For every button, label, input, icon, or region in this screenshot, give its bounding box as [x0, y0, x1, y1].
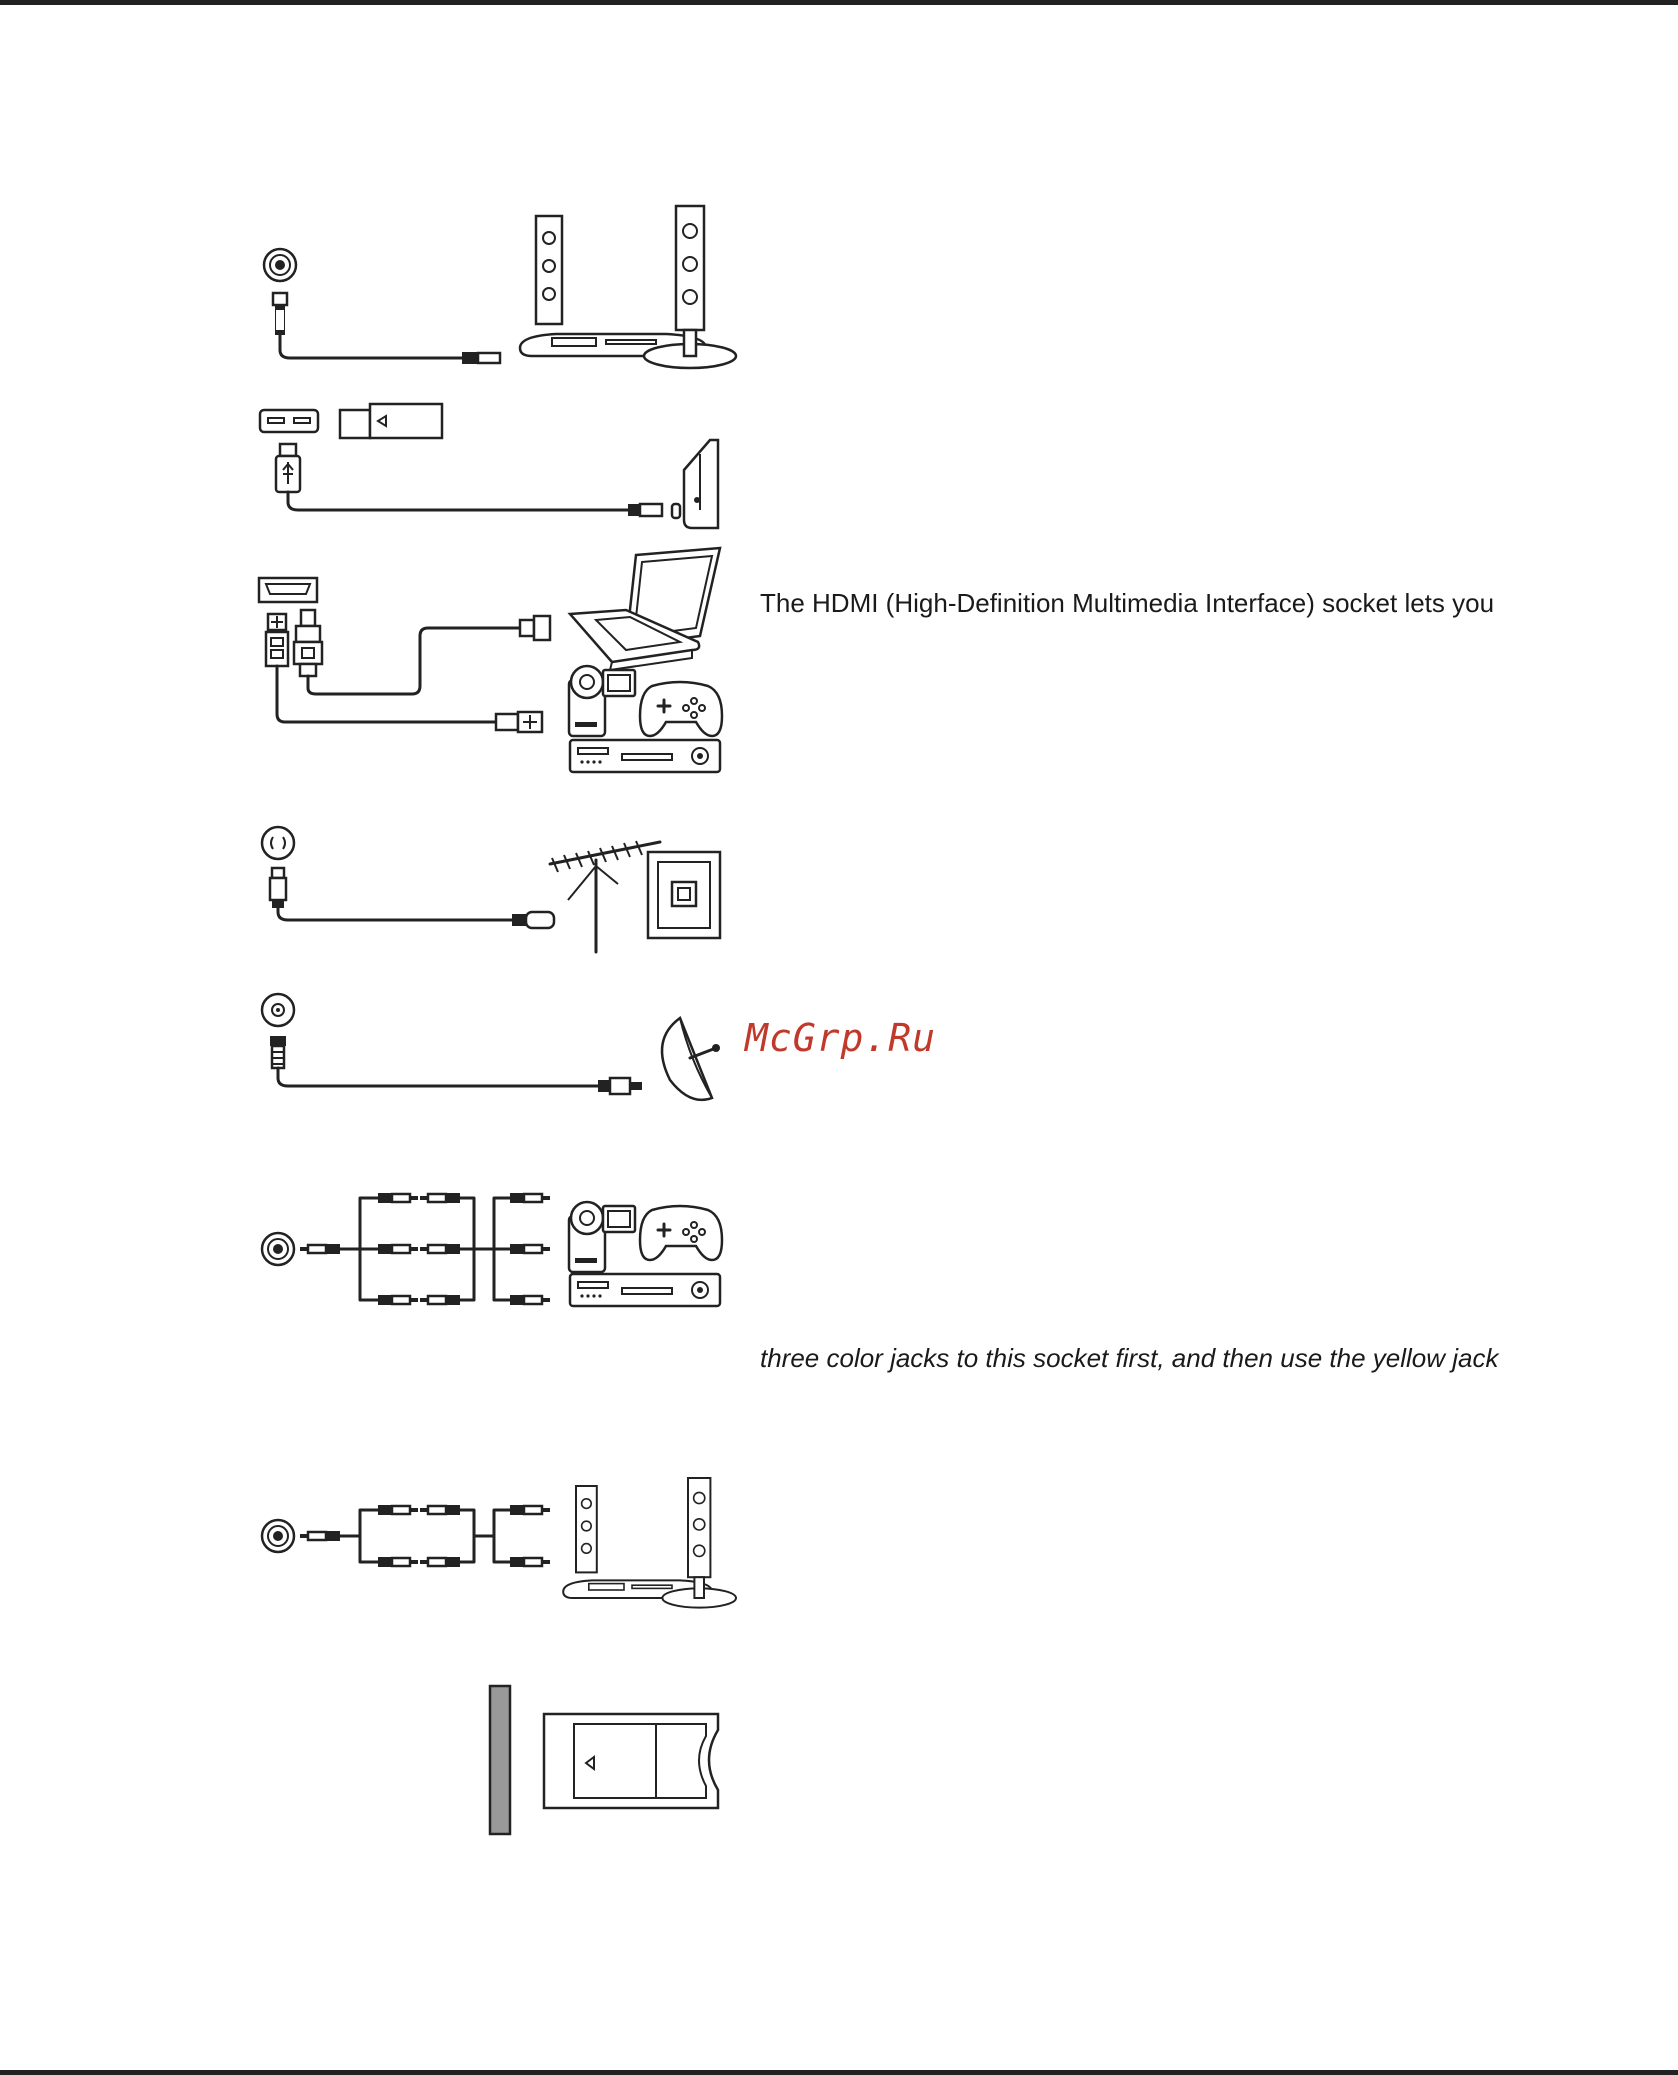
camcorder-icon: [569, 1202, 635, 1272]
av-description-text: three color jacks to this socket first, and then use the yellow jack: [760, 1343, 1499, 1373]
audio-out-connection: [262, 1478, 736, 1608]
home-theater-icon: [563, 1478, 736, 1608]
laptop-icon: [570, 548, 720, 670]
game-controller-icon: [640, 682, 722, 736]
satellite-socket-icon: [262, 994, 294, 1026]
optical-socket-icon: [264, 249, 296, 281]
hdmi-connection: [259, 548, 722, 772]
optical-plug-icon: [273, 293, 287, 335]
wall-socket-icon: [648, 852, 720, 938]
game-controller-icon: [640, 1206, 722, 1260]
optical-audio-connection: [264, 206, 736, 368]
ci-slot-connection: [490, 1686, 718, 1834]
dvd-player-icon: [570, 740, 720, 772]
usb-stick-icon: [340, 404, 442, 438]
satellite-connection: [262, 994, 720, 1100]
hdmi-dvi-adapter-icon: [266, 610, 322, 676]
ci-card-icon: [544, 1714, 718, 1808]
usb-connection: [260, 404, 718, 528]
hdmi-description-text: The HDMI (High-Definition Multimedia Interface) socket lets you: [760, 588, 1495, 618]
antenna-connection: [262, 827, 720, 952]
dvd-player-icon: [570, 1274, 720, 1306]
hdmi-socket-icon: [259, 578, 317, 602]
antenna-icon: [550, 841, 660, 952]
rca-cable-icon: [300, 1531, 340, 1541]
home-theater-icon: [520, 206, 736, 368]
camcorder-icon: [569, 666, 635, 736]
rca-cable-icon: [300, 1244, 340, 1254]
audio-socket-icon: [262, 1520, 294, 1552]
av-socket-icon: [262, 1233, 294, 1265]
av-connection: [262, 1193, 722, 1306]
satellite-dish-icon: [662, 1018, 720, 1100]
usb-hard-drive-icon: [684, 440, 718, 528]
rf-socket-icon: [262, 827, 294, 859]
watermark: McGrp.Ru: [745, 1016, 937, 1060]
usb-plug-icon: [276, 444, 300, 492]
ci-slot-icon: [490, 1686, 510, 1834]
usb-socket-icon: [260, 410, 318, 432]
